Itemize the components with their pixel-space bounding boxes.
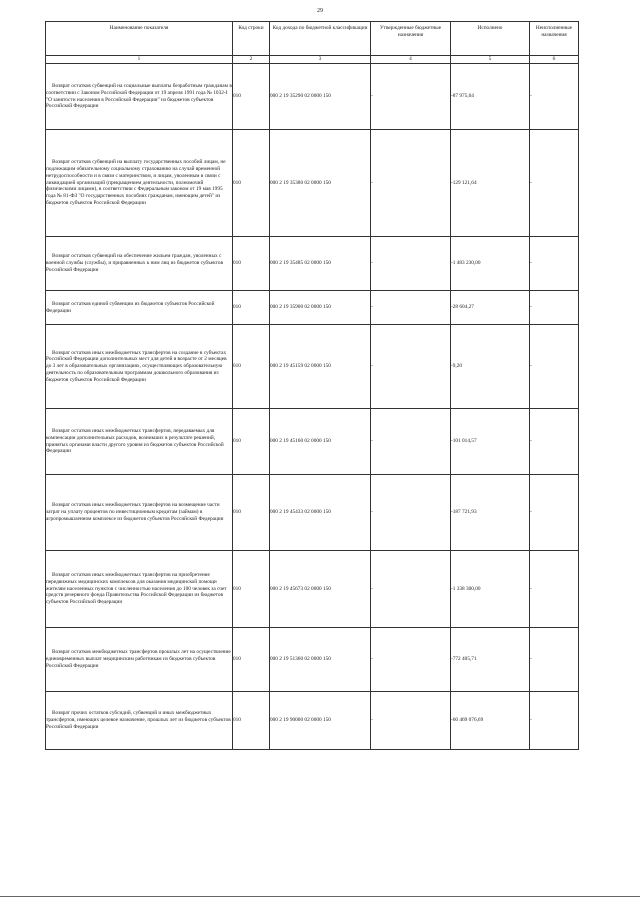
table-row xyxy=(46,237,579,291)
row-executed: -28 604,27 xyxy=(451,291,530,325)
row-name: Возврат остатков единой субвенции из бюджетов субъектов Российской Федерации xyxy=(46,291,233,325)
row-unexecuted: - xyxy=(530,692,579,750)
row-code: 010 xyxy=(233,64,270,130)
row-income-code: 000 2 19 45159 02 0000 150 xyxy=(270,325,371,409)
row-unexecuted: - xyxy=(530,325,579,409)
row-name: Возврат остатков субвенций на выплату государственных пособий лицам, не подлежащим обязательному социальному страхованию на случай временной нетрудоспособности и в связи с материнством, и лицам, уволенным в связи с ликвидацией организаций (прекращением деятельности, полномочий физическими лицами), в соответствии с Федеральным законом от 19 мая 1995 года № 81-ФЗ "О государственных пособиях гражданам, имеющим детей" из бюджетов субъектов Российской Федерации xyxy=(46,130,233,237)
row-income-code: 000 2 19 35290 02 0000 150 xyxy=(270,64,371,130)
row-executed: -1 338 300,00 xyxy=(451,551,530,628)
row-unexecuted: - xyxy=(530,130,579,237)
row-code: 010 xyxy=(233,409,270,475)
row-approved: - xyxy=(371,130,451,237)
row-executed: -187 721,93 xyxy=(451,475,530,551)
row-approved: - xyxy=(371,551,451,628)
row-code: 010 xyxy=(233,475,270,551)
header-unexecuted: Неисполненные назначения xyxy=(530,22,579,56)
row-code: 010 xyxy=(233,291,270,325)
row-income-code: 000 2 19 45673 02 0000 150 xyxy=(270,551,371,628)
header-row xyxy=(46,22,579,56)
row-unexecuted: - xyxy=(530,551,579,628)
row-approved: - xyxy=(371,237,451,291)
row-income-code: 000 2 19 45433 02 0000 150 xyxy=(270,475,371,551)
row-executed: -129 121,64 xyxy=(451,130,530,237)
table-row xyxy=(46,130,579,237)
row-income-code: 000 2 19 90000 02 0000 150 xyxy=(270,692,371,750)
column-number: 5 xyxy=(451,56,530,64)
row-approved: - xyxy=(371,291,451,325)
row-name: Возврат остатков межбюджетных трансфертов прошлых лет на осуществление единовременных выплат медицинским работникам из бюджетов субъектов Российской Федерации xyxy=(46,628,233,692)
row-executed: -9,20 xyxy=(451,325,530,409)
row-unexecuted: - xyxy=(530,409,579,475)
row-name: Возврат остатков иных межбюджетных трансфертов на возмещение части затрат на уплату процентов по инвестиционным кредитам (займам) в агропромышленном комплексе из бюджетов субъектов Российской Федерации xyxy=(46,475,233,551)
row-income-code: 000 2 19 35900 02 0000 150 xyxy=(270,291,371,325)
column-number: 6 xyxy=(530,56,579,64)
row-unexecuted: - xyxy=(530,237,579,291)
header-income-code: Код дохода по бюджетной классификации xyxy=(270,22,371,56)
table-row xyxy=(46,628,579,692)
row-income-code: 000 2 19 51360 02 0000 150 xyxy=(270,628,371,692)
row-executed: -60 469 076,69 xyxy=(451,692,530,750)
row-executed: -772 405,71 xyxy=(451,628,530,692)
table-row xyxy=(46,291,579,325)
header-approved: Утвержденные бюджетные назначения xyxy=(371,22,451,56)
row-executed: -101 014,57 xyxy=(451,409,530,475)
row-code: 010 xyxy=(233,325,270,409)
table-row xyxy=(46,692,579,750)
header-code: Код строки xyxy=(233,22,270,56)
row-unexecuted: - xyxy=(530,475,579,551)
column-numbers-row xyxy=(46,56,579,64)
table-row xyxy=(46,475,579,551)
row-approved: - xyxy=(371,475,451,551)
bottom-divider xyxy=(0,896,640,897)
row-name: Возврат остатков иных межбюджетных трансфертов на создание в субъектах Российской Федерации дополнительных мест для детей в возрасте от 2 месяцев до 3 лет в образовательных организациях, осуществляющих образовательную деятельность по образовательным программам дошкольного образования из бюджетов субъектов Российской Федерации xyxy=(46,325,233,409)
row-name: Возврат остатков субвенций на социальные выплаты безработным гражданам в соответствии с Законом Российской Федерации от 19 апреля 1991 года № 1032-I "О занятости населения в Российской Федерации" из бюджетов субъектов Российской Федерации xyxy=(46,64,233,130)
row-approved: - xyxy=(371,409,451,475)
header-executed: Исполнено xyxy=(451,22,530,56)
row-approved: - xyxy=(371,325,451,409)
row-code: 010 xyxy=(233,628,270,692)
row-approved: - xyxy=(371,64,451,130)
table-row xyxy=(46,409,579,475)
row-executed: -1 483 230,00 xyxy=(451,237,530,291)
row-income-code: 000 2 19 35485 02 0000 150 xyxy=(270,237,371,291)
row-income-code: 000 2 19 45160 02 0000 150 xyxy=(270,409,371,475)
row-approved: - xyxy=(371,692,451,750)
column-number: 2 xyxy=(233,56,270,64)
row-unexecuted: - xyxy=(530,628,579,692)
row-name: Возврат остатков субвенций на обеспечение жильем граждан, уволенных с военной службы (службы), и приравненных к ним лиц из бюджетов субъектов Российской Федерации xyxy=(46,237,233,291)
row-income-code: 000 2 19 35380 02 0000 150 xyxy=(270,130,371,237)
row-code: 010 xyxy=(233,551,270,628)
row-approved: - xyxy=(371,628,451,692)
table-row xyxy=(46,64,579,130)
row-unexecuted: - xyxy=(530,291,579,325)
row-code: 010 xyxy=(233,692,270,750)
column-number: 1 xyxy=(46,56,233,64)
row-name: Возврат остатков иных межбюджетных трансфертов, передаваемых для компенсации дополнительных расходов, возникших в результате решений, принятых органами власти другого уровня из бюджетов субъектов Российской Федерации xyxy=(46,409,233,475)
report-table xyxy=(45,21,579,750)
page-number: 29 xyxy=(317,8,323,14)
header-name: Наименование показателя xyxy=(46,22,233,56)
row-executed: -87 975,04 xyxy=(451,64,530,130)
row-name: Возврат остатков иных межбюджетных трансфертов на приобретение передвижных медицинских комплексов для оказания медицинской помощи жителям населенных пунктов с численностью населения до 100 человек за счет средств резервного фонда Правительства Российской Федерации из бюджетов субъектов Российской Федерации xyxy=(46,551,233,628)
column-number: 3 xyxy=(270,56,371,64)
table-row xyxy=(46,325,579,409)
row-unexecuted: - xyxy=(530,64,579,130)
column-number: 4 xyxy=(371,56,451,64)
row-code: 010 xyxy=(233,130,270,237)
table-row xyxy=(46,551,579,628)
row-code: 010 xyxy=(233,237,270,291)
row-name: Возврат прочих остатков субсидий, субвенций и иных межбюджетных трансфертов, имеющих целевое назначение, прошлых лет из бюджетов субъектов Российской Федерации xyxy=(46,692,233,750)
